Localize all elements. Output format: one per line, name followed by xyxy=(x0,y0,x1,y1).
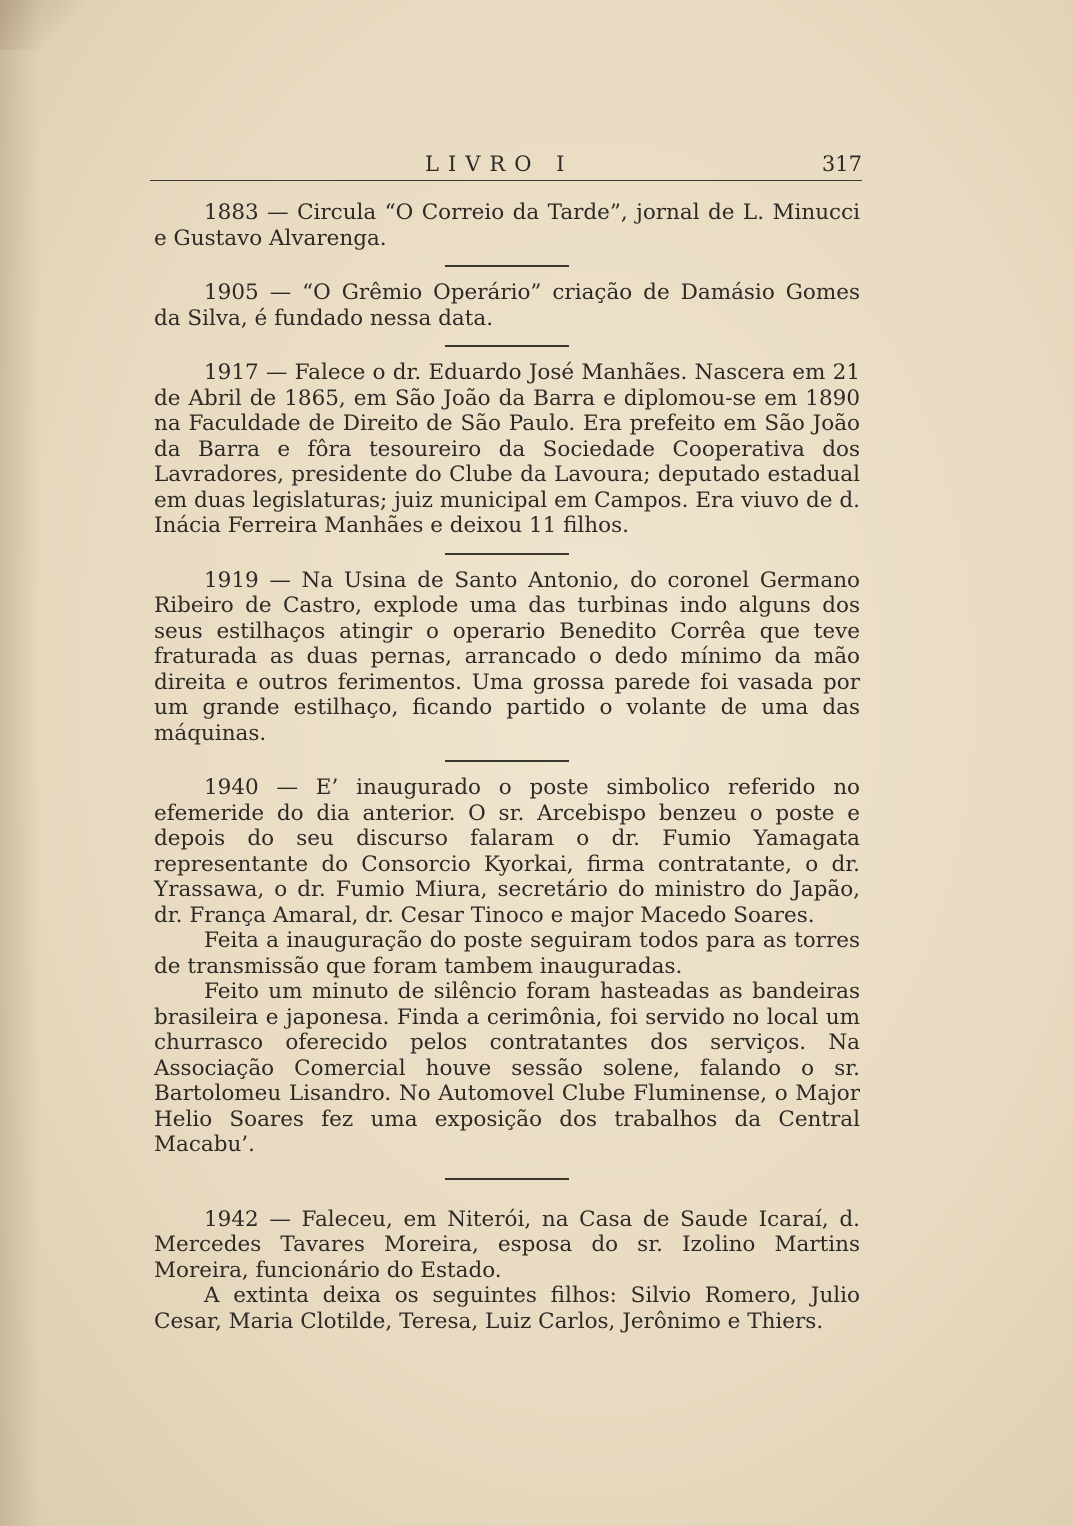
entry-paragraph: A extinta deixa os seguintes filhos: Silvio Romero, Julio Cesar, Maria Clotilde, Teresa, Luiz Carlos, Jerônimo e Thiers. xyxy=(154,1283,860,1334)
entry-1940 xyxy=(154,775,860,1158)
entry-1905 xyxy=(154,280,860,331)
entry-1883 xyxy=(154,200,860,251)
entry-1917 xyxy=(154,360,860,539)
entry-1919 xyxy=(154,568,860,747)
entry-paragraph: 1883 — Circula “O Correio da Tarde”, jornal de L. Minucci e Gustavo Alvarenga. xyxy=(154,200,860,251)
entry-divider xyxy=(445,265,569,267)
page-body xyxy=(154,200,860,1334)
page-corner-shade xyxy=(0,0,90,50)
entry-paragraph: 1917 — Falece o dr. Eduardo José Manhães. Nascera em 21 de Abril de 1865, em São João da Barra e diplomou-se em 1890 na Faculdade de Direito de São Paulo. Era prefeito em São João da Barra e fôra tesoureiro da Sociedade Cooperativa dos Lavradores, presidente do Clube da Lavoura; deputado estadual em duas legislaturas; juiz municipal em Campos. Era viuvo de d. Inácia Ferreira Manhães e deixou 11 filhos. xyxy=(154,360,860,538)
page-header xyxy=(150,152,862,181)
page-edge-shadow xyxy=(0,0,40,1526)
entry-divider xyxy=(445,553,569,555)
entry-1942 xyxy=(154,1207,860,1335)
page-number: 317 xyxy=(821,152,862,176)
entry-divider xyxy=(445,345,569,347)
entry-paragraph: Feita a inauguração do poste seguiram todos para as torres de transmissão que foram tambem inauguradas. xyxy=(154,928,860,979)
entry-divider xyxy=(445,760,569,762)
entry-paragraph: 1905 — “O Grêmio Operário” criação de Damásio Gomes da Silva, é fundado nessa data. xyxy=(154,280,860,331)
entry-divider xyxy=(445,1178,569,1180)
running-title: LIVRO I xyxy=(425,152,574,176)
entry-paragraph: Feito um minuto de silêncio foram hasteadas as bandeiras brasileira e japonesa. Finda a cerimônia, foi servido no local um churrasco oferecido pelos contratantes dos serviços. Na Associação Comercial houve sessão solene, falando o sr. Bartolomeu Lisandro. No Automovel Clube Fluminense, o Major Helio Soares fez uma exposição dos trabalhos da Central Macabu’. xyxy=(154,979,860,1157)
entry-paragraph: 1940 — E’ inaugurado o poste simbolico referido no efemeride do dia anterior. O sr. Arcebispo benzeu o poste e depois do seu discurso falaram o dr. Fumio Yamagata representante do Consorcio Kyorkai, firma contratante, o dr. Yrassawa, o dr. Fumio Miura, secretário do ministro do Japão, dr. França Amaral, dr. Cesar Tinoco e major Macedo Soares. xyxy=(154,775,860,928)
entry-paragraph: 1919 — Na Usina de Santo Antonio, do coronel Germano Ribeiro de Castro, explode uma das turbinas indo alguns dos seus estilhaços atingir o operario Benedito Corrêa que teve fraturada as duas pernas, arrancado o dedo mínimo da mão direita e outros ferimentos. Uma grossa parede foi vasada por um grande estilhaço, ficando partido o volante de uma das máquinas. xyxy=(154,567,860,746)
entry-paragraph: 1942 — Faleceu, em Niterói, na Casa de Saude Icaraí, d. Mercedes Tavares Moreira, esposa do sr. Izolino Martins Moreira, funcionário do Estado. xyxy=(154,1206,860,1283)
